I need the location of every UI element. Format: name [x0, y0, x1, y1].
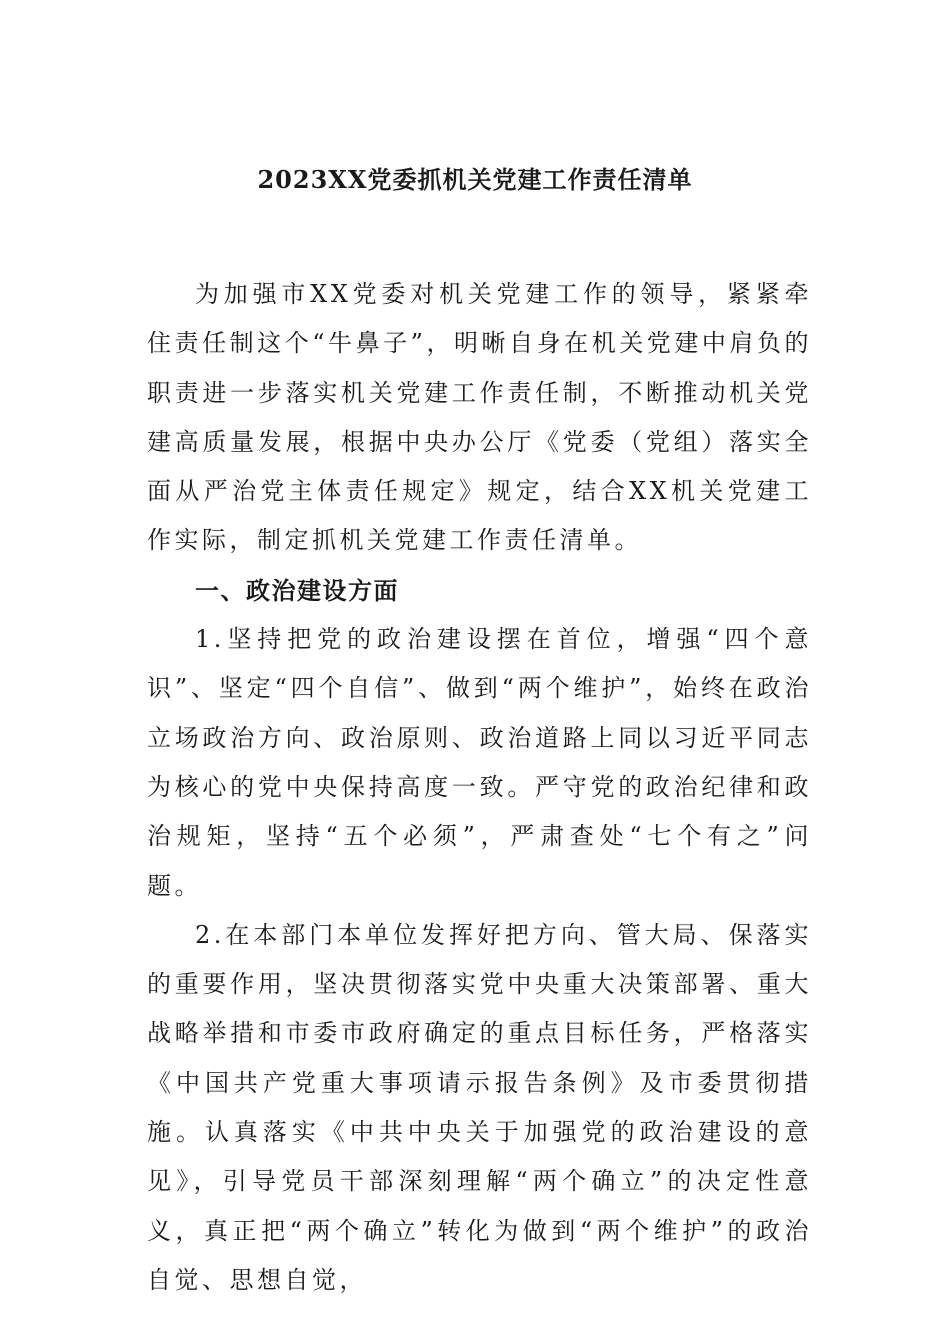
document-body — [147, 270, 812, 1305]
section-heading-political: 一、政治建设方面 — [195, 575, 399, 605]
document-title: 2023XX党委抓机关党建工作责任清单 — [257, 165, 693, 194]
item-paragraph-1: 1.坚持把党的政治建设摆在首位，增强“四个意识”、坚定“四个自信”、做到“两个维护”，始终在政治立场政治方向、政治原则、政治道路上同以习近平同志为核心的党中央保持高度一致。严守党的政治纪律和政治规矩，坚持“五个必须”，严肃查处“七个有之”问题。 — [147, 625, 812, 900]
item-paragraph-2: 2.在本部门本单位发挥好把方向、管大局、保落实的重要作用，坚决贯彻落实党中央重大决策部署、重大战略举措和市委市政府确定的重点目标任务，严格落实《中国共产党重大事项请示报告条例》及市委贯彻措施。认真落实《中共中央关于加强党的政治建设的意见》，引导党员干部深刻理解“两个确立”的决定性意义，真正把“两个确立”转化为做到“两个维护”的政治自觉、思想自觉， — [147, 920, 812, 1294]
intro-paragraph: 为加强市XX党委对机关党建工作的领导，紧紧牵住责任制这个“牛鼻子”，明晰自身在机关党建中肩负的职责进一步落实机关党建工作责任制，不断推动机关党建高质量发展，根据中央办公厅《党委（党组）落实全面从严治党主体责任规定》规定，结合XX机关党建工作实际，制定抓机关党建工作责任清单。 — [147, 280, 812, 555]
